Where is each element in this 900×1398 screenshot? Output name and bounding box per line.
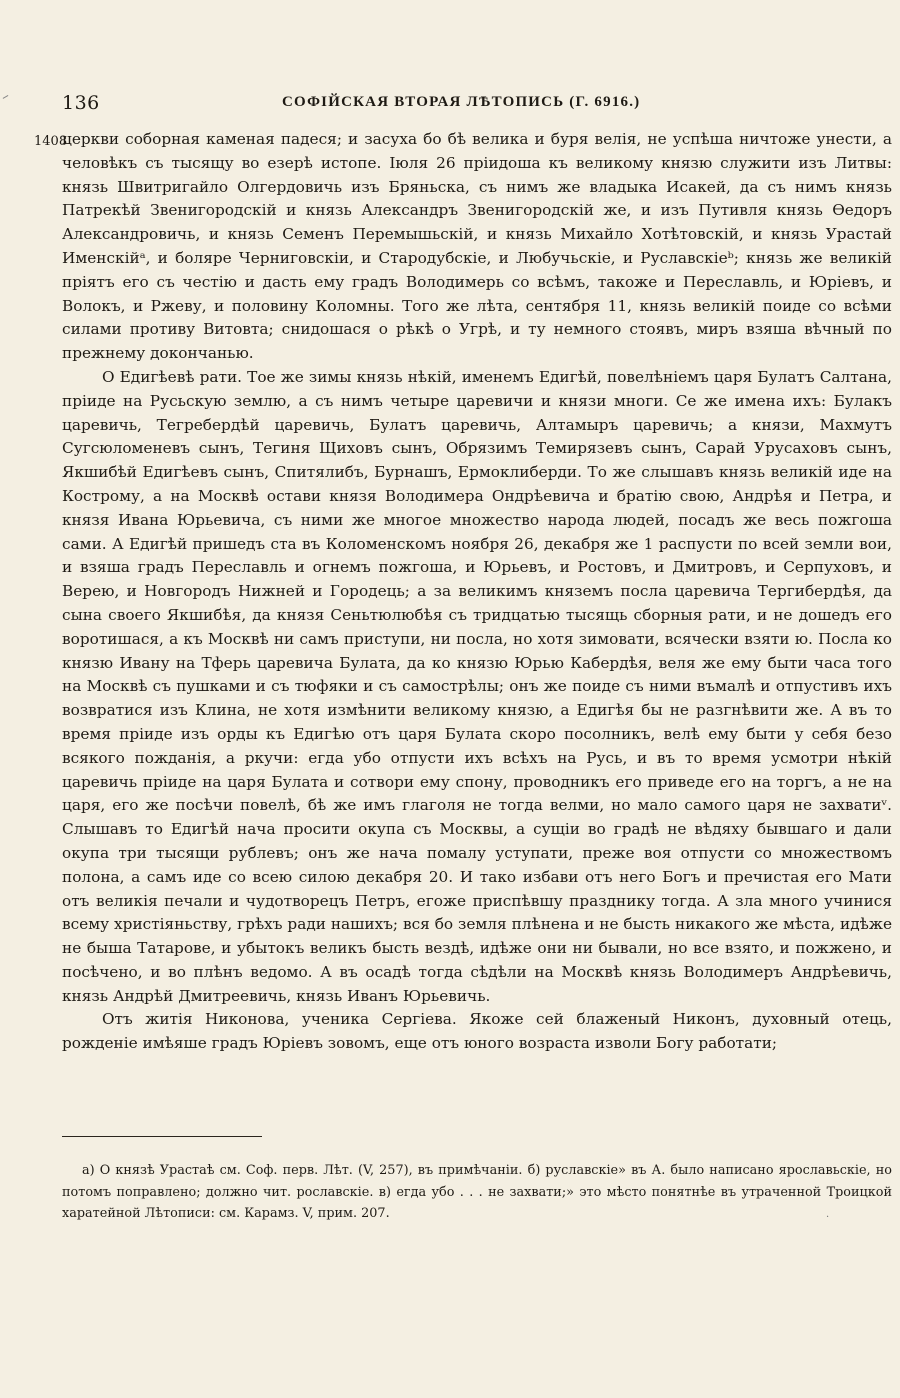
footnotes: а) О князѣ Урастаѣ см. Соф. перв. Лѣт. (V, 257), въ примѣчаніи. б) руславскіе» въ А. было написано ярославьскіе, но потомъ поправлено; должно чит. рославскіе. в) егда убо . . . не захвати;» это мѣсто понятнѣе въ утраченной Троицкой харатейной Лѣтописи: см. Карамз. V, прим. 207. — [62, 1163, 892, 1221]
paragraph: церкви соборная каменая падеся; и засуха бо бѣ велика и буря велія, не успѣша ничтоже унести, а человѣкъ съ тысящу во езерѣ истопе. Іюля 26 пріидоша къ великому князю служити изъ Литвы: князь Швитригайло Олгердовичь изъ Бряньска, съ нимъ же владыка Исакей, да съ нимъ князь Патрекѣй Звенигородскій и князь Александръ Звенигородскій же, и изъ Путивля князь Ѳедоръ Александровичь, и князь Семенъ Перемышьскій, и князь Михайло Хотѣтовскій, и князь Урастай Именскійᵃ, и боляре Черниговскіи, и Стародубскіе, и Любучьскіе, и Руславскіеᵇ; князь же великій пріятъ его съ честію и дасть ему градъ Володимерь со всѣмъ, такоже и Переславль, и Юріевъ, и Волокъ, и Ржеву, и половину Коломны. Того же лѣта, сентября 11, князь великій поиде со всѣми силами противу Витовта; снидошася о рѣкѣ о Угрѣ, и ту немного стоявъ, миръ взяша вѣчный по прежнему докончанью. — [62, 130, 892, 363]
page-number: 136 — [62, 92, 100, 114]
margin-mark-dot: · — [826, 1212, 830, 1223]
running-title: СОФІЙСКАЯ ВТОРАЯ ЛѢТОПИСЬ (Г. 6916.) — [282, 94, 641, 110]
paragraph: Отъ житія Никонова, ученика Сергіева. Якоже сей блаженый Никонъ, духовный отець, рожденіе имѣяше градъ Юріевъ зовомъ, еще отъ юного возраста изволи Богу работати; — [62, 1010, 892, 1053]
footnote-divider — [62, 1136, 262, 1137]
margin-mark — [3, 95, 12, 104]
page-header — [62, 92, 862, 116]
main-text — [62, 128, 892, 1056]
margin-year: 1408 — [34, 134, 68, 149]
paragraph: О Едигѣевѣ рати. Тое же зимы князь нѣкій, именемъ Едигѣй, повелѣніемъ царя Булатъ Салтана, пріиде на Русьскую землю, а съ нимъ четыре царевичи и князи многи. Се же имена ихъ: Булакъ царевичь, Тегребердѣй царевичь, Булатъ царевичь, Алтамыръ царевичь; а князи, Махмутъ Сугсюломеневъ сынъ, Тегиня Щиховъ сынъ, Обрязимъ Темирязевъ сынъ, Сарай Урусаховъ сынъ, Якшибѣй Едигѣевъ сынъ, Спитялибъ, Бурнашъ, Ермоклиберди. То же слышавъ князь великій иде на Кострому, а на Москвѣ остави князя Володимера Ондрѣевича и братію свою, Андрѣя и Петра, и князя Ивана Юрьевича, съ ними же многое множество народа людей, посадъ же весь пожгоша сами. А Едигѣй пришедъ ста въ Коломенскомъ ноября 26, декабря же 1 распусти по всей земли вои, и взяша градъ Переславль и огнемъ пожгоша, и Юрьевъ, и Ростовъ, и Дмитровъ, и Серпуховъ, и Верею, и Новгородъ Нижней и Городець; а за великимъ княземъ посла царевича Тергибердѣя, да сына своего Якшибѣя, да князя Сеньтюлюбѣя съ тридцатью тысящь сборныя рати, и не дошедъ его воротишася, а къ Москвѣ ни самъ приступи, ни посла, но хотя зимовати, всячески взяти ю. Посла ко князю Ивану на Тферь царевича Булата, да ко князю Юрью Кабердѣя, веля же ему быти часа того на Москвѣ съ пушками и съ тюфяки и съ самострѣлы; онъ же поиде съ ними въмалѣ и отпустивъ ихъ возвратися изъ Клина, не хотя измѣнити великому князю, а Едигѣя бы не разгнѣвити же. А въ то время пріиде изъ орды къ Едигѣю отъ царя Булата скоро посолникъ, велѣ ему быти у себя безо всякого пожданія, а ркучи: егда убо отпусти ихъ всѣхъ на Русь, и въ то время усмотри нѣкій царевичь пріиде на царя Булата и сотвори ему спону, проводникъ его приведе его на торгъ, а не на царя, его же посѣчи повелѣ, бѣ же имъ глаголя не тогда велми, но мало самого царя не захватиᵛ. Слышавъ то Едигѣй нача просити окупа съ Москвы, а сущіи во градѣ не вѣдяху бывшаго и дали окупа три тысящи рублевъ; онъ же нача помалу уступати, преже воя отпусти со множествомъ полона, а самъ иде со всею силою декабря 20. И тако избави отъ него Богъ и пречистая его Мати отъ великія печали и чудотворецъ Петръ, егоже приспѣвшу празднику тогда. А зла много учинися всему христіяньству, грѣхъ ради нашихъ; вся бо земля плѣнена и не бысть никакого же мѣста, идѣже не быша Татарове, и убытокъ великъ бысть вездѣ, идѣже они ни бывали, но все взято, и пожжено, и посѣчено, и во плѣнъ ведомо. А въ осадѣ тогда сѣдѣли на Москвѣ князь Володимеръ Андрѣевичь, князь Андрѣй Дмитреевичь, князь Иванъ Юрьевичь. — [62, 367, 892, 1005]
